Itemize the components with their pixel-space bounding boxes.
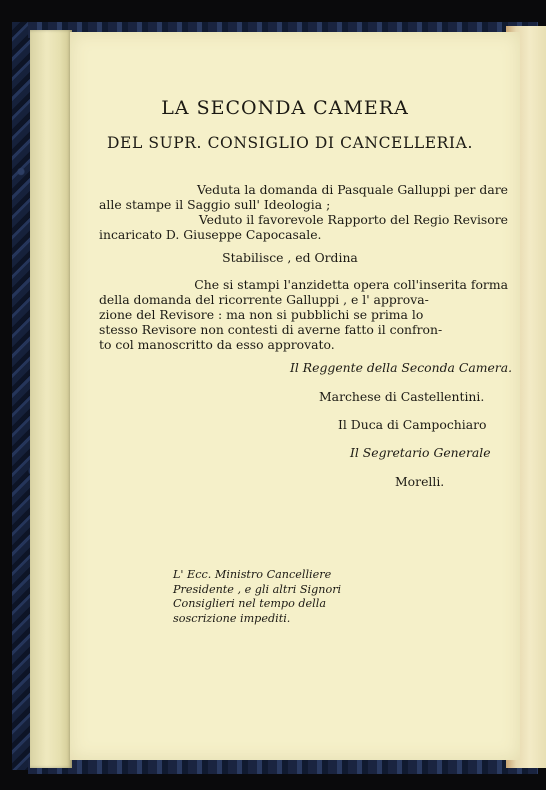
text-line: to col manoscritto da esso approvato. (99, 337, 335, 352)
signature-duca: Il Duca di Campochiaro (338, 417, 487, 432)
page-heading: LA SECONDA CAMERA (161, 97, 409, 119)
document-page (70, 32, 520, 760)
text-line: stesso Revisore non contesti di averne fatto il confron- (99, 322, 443, 337)
signature-marchese: Marchese di Castellentini. (319, 389, 485, 404)
signature-secretary-title: Il Segretario Generale (350, 445, 491, 460)
book-cover-bottom-edge (28, 760, 538, 774)
text-line: zione del Revisore : ma non si pubblichi se prima lo (99, 307, 424, 322)
text-line: Veduta la domanda di Pasquale Galluppi per dare (197, 182, 508, 197)
text-line: incaricato D. Giuseppe Capocasale. (99, 227, 322, 242)
signature-secretary-name: Morelli. (395, 474, 445, 489)
text-line: alle stampe il Saggio sull' Ideologia ; (99, 197, 331, 212)
text-line: Che si stampi l'anzidetta opera coll'inserita forma (194, 277, 508, 292)
footnote: L' Ecc. Ministro Cancelliere Presidente , e gli altri Signori Consiglieri nel tempo della soscrizione impediti. (173, 568, 342, 625)
page-subheading: DEL SUPR. CONSIGLIO DI CANCELLERIA. (107, 134, 473, 152)
text-line: Veduto il favorevole Rapporto del Regio Revisore (198, 212, 508, 227)
page-stack-edge (30, 30, 72, 768)
decree-line: Stabilisce , ed Ordina (222, 250, 358, 265)
text-line: della domanda del ricorrente Galluppi , e l' approva- (99, 292, 429, 307)
signature-regent: Il Reggente della Seconda Camera. (290, 360, 513, 375)
